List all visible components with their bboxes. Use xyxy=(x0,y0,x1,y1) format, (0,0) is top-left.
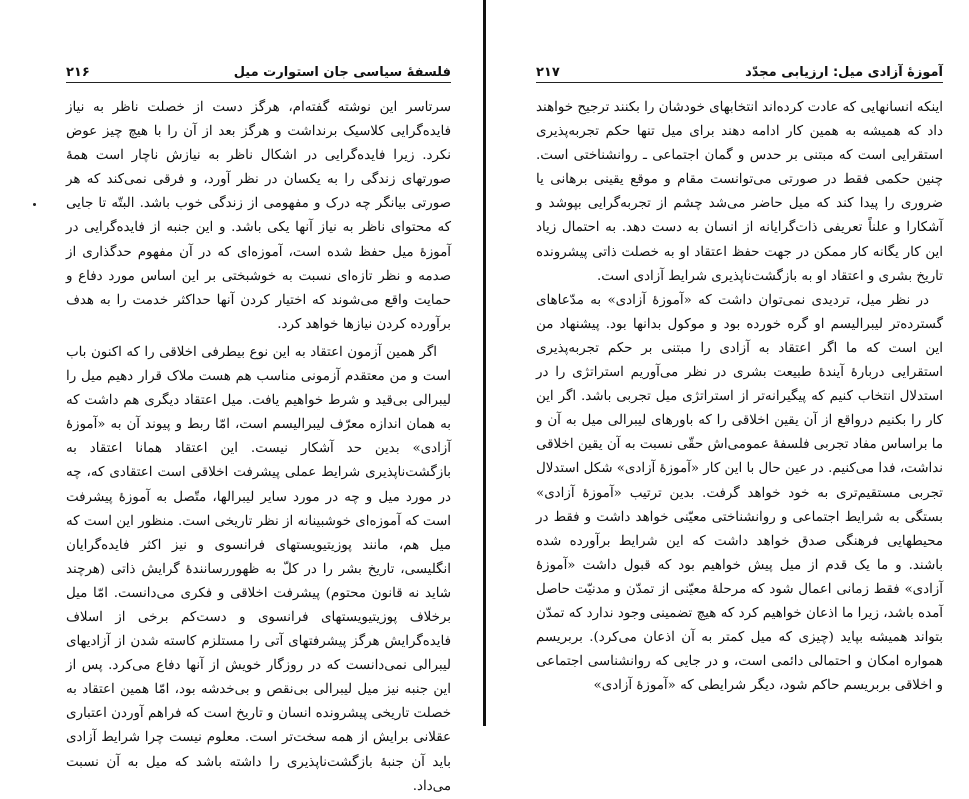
left-page-header xyxy=(66,58,451,83)
paragraph: در نظر میل، تردیدی نمی‌توان داشت که «آموزهٔ آزادی» به مدّعاهای گسترده‌تر لیبرالیسم او گره خورده بود و موکول بدانها بود. پیشنهاد من این است که ما اگر اعتقاد به آزادی را مبتنی بر حکم تجربه‌پذیری استقرایی دربارهٔ آیندهٔ طبیعت بشری در نظر می‌آوریم استراتژی را در استدلال انتخاب کنیم که پیگیرانه‌تر از استراتژی میل تجربی باشد. اگر این کار را بکنیم درواقع از آن یقین اخلاقی را که باورهای لیبرالی میل به آن و ما براساس مفاد تجربی فلسفهٔ عمومی‌اش حقّی نسبت به آن یقین اخلاقی نداشت، فدا می‌کنیم. در عین حال با این کار «آموزهٔ آزادی» شکل استدلال تجربی مستقیم‌تری به خود خواهد گرفت. بدین ترتیب «آموزهٔ آزادی» بستگی به شرایط اجتماعی و روانشناختی معیّنی خواهد داشت و فقط در محیطهایی فرهنگی صدق خواهد داشت که این شرایط برآورده شده باشند. و ما یک قدم از میل پیش خواهیم بود که قبول داشت «آموزهٔ آزادی» فقط زمانی اعمال شود که مرحلهٔ معیّنی از تمدّن و مدنیّت حاصل آمده باشد، زیرا ما اذعان خواهیم کرد که هیچ تضمینی وجود ندارد که تمدّن بتواند همیشه بپاید (چیزی که میل کمتر به آن اذعان می‌کرد). بربریسم همواره امکان و احتمالی دائمی است، و در جایی که روانشناسی اجتماعی و اخلاقی بربریسم حاکم شود، دیگر شرایطی که «آموزهٔ آزادی» xyxy=(536,292,943,694)
left-page xyxy=(0,0,483,794)
scan-speck xyxy=(33,203,36,206)
right-page xyxy=(486,0,969,726)
right-page-body xyxy=(536,96,943,698)
running-title: آموزهٔ آزادی میل: ارزیابی مجدّد xyxy=(745,65,943,80)
page-number: ۲۱۶ xyxy=(66,65,90,80)
page-number: ۲۱۷ xyxy=(536,65,560,80)
right-page-header xyxy=(536,58,943,83)
paragraph: اگر همین آزمون اعتقاد به این نوع بیطرفی اخلاقی را که اکنون باب است و من معتقدم آزمونی مناسب هم هست ملاک قرار دهیم میل را لیبرالی بی‌قید و شرط خواهیم یافت. میل اعتقاد دیگری هم داشت که به همان اندازه معرّف لیبرالیسم است، امّا ربط و پیوند آن به «آموزهٔ آزادی» بدین حد آشکار نیست. این اعتقاد همانا اعتقاد به بازگشت‌ناپذیری شرایط عملی پیشرفت اخلاقی است اعتقادی که، چه در مورد میل و چه در مورد سایر لیبرالها، متّصل به آموزهٔ پیشرفت است که آموزه‌ای خوشبینانه از نظر تاریخی است. منظور این است که میل هم، مانند پوزیتیویستهای فرانسوی و نیز اکثر فایده‌گرایان انگلیسی، تاریخ بشر را در کلّ به ظهوررسانندهٔ گرایش ذاتی (هرچند شاید نه قانون محتوم) پیشرفت اخلاقی و فکری می‌دانست. امّا میل برخلاف پوزیتیویستهای فرانسوی و دست‌کم برخی از اسلاف فایده‌گرایش هرگز پیشرفتهای آتی را مستلزم کاسته شدن از آزادیهای لیبرالی نمی‌دانست که در روزگار خویش از آنها دفاع می‌کرد. پس از این جنبه نیز میل لیبرالی بی‌نقص و بی‌خدشه بود، امّا همین اعتقاد به خصلت تاریخی پیشرونده انسان و تاریخ است که فراهم آوردن اعتباری عقلانی برایش از همه سخت‌تر است. معلوم نیست چرا شرایط آزادی باید آن جنبهٔ بازگشت‌ناپذیری را داشته باشد که میل به آن نسبت می‌داد. xyxy=(66,344,451,794)
left-page-body xyxy=(66,96,451,799)
paragraph: اینکه انسانهایی که عادت کرده‌اند انتخابهای خودشان را بکنند ترجیح خواهند داد که همیشه به همین کار ادامه دهند برای میل تنها حکم تجربه‌پذیری استقرایی است که مبتنی بر حدس و گمان اجتماعی ـ روانشناختی است. چنین حکمی فقط در صورتی می‌توانست مقام و موقع یقینی برهانی یا ضروری را پیدا کند که میل حاضر می‌شد چشم از تجربه‌گرایی بپوشد و آشکارا و علناً تعریفی ذات‌گرایانه از انسان به دست دهد. به احتمال زیاد این کار یگانه کار ممکن در جهت حفظ اعتقاد او به خصلت ذاتی پیشرونده تاریخ بشری و اعتقاد او به بازگشت‌ناپذیری شرایط آزادی است. xyxy=(536,100,943,284)
paragraph: سرتاسر این نوشته گفته‌ام، هرگز دست از خصلت ناظر به نیاز فایده‌گرایی کلاسیک برنداشت و هرگز بعد از آن را با هیچ چیز عوض نکرد. زیرا فایده‌گرایی در اشکال ناظر به نیازش ناچار است همهٔ صورتهای زندگی را به یکسان در نظر آورد، و فرقی نمی‌کند که هر صورتی بیانگر چه درک و مفهومی از زندگی خوب باشد. البتّه تا جایی که محتوای ناظر به نیاز آنها یکی باشد. و این جنبه از فایده‌گرایی در آموزهٔ میل حفظ شده است، آموزه‌ای که در آن مفهوم حدگذاری از صدمه و نظر تازه‌ای نسبت به خوشبختی بر این اساس مورد دفاع و حمایت واقع می‌شوند که اختیار کردن آنها حداکثر خدمت را به هدف برآورده کردن نیازها خواهد کرد. xyxy=(66,100,451,332)
running-title: فلسفهٔ سیاسی جان استوارت میل xyxy=(233,65,451,80)
